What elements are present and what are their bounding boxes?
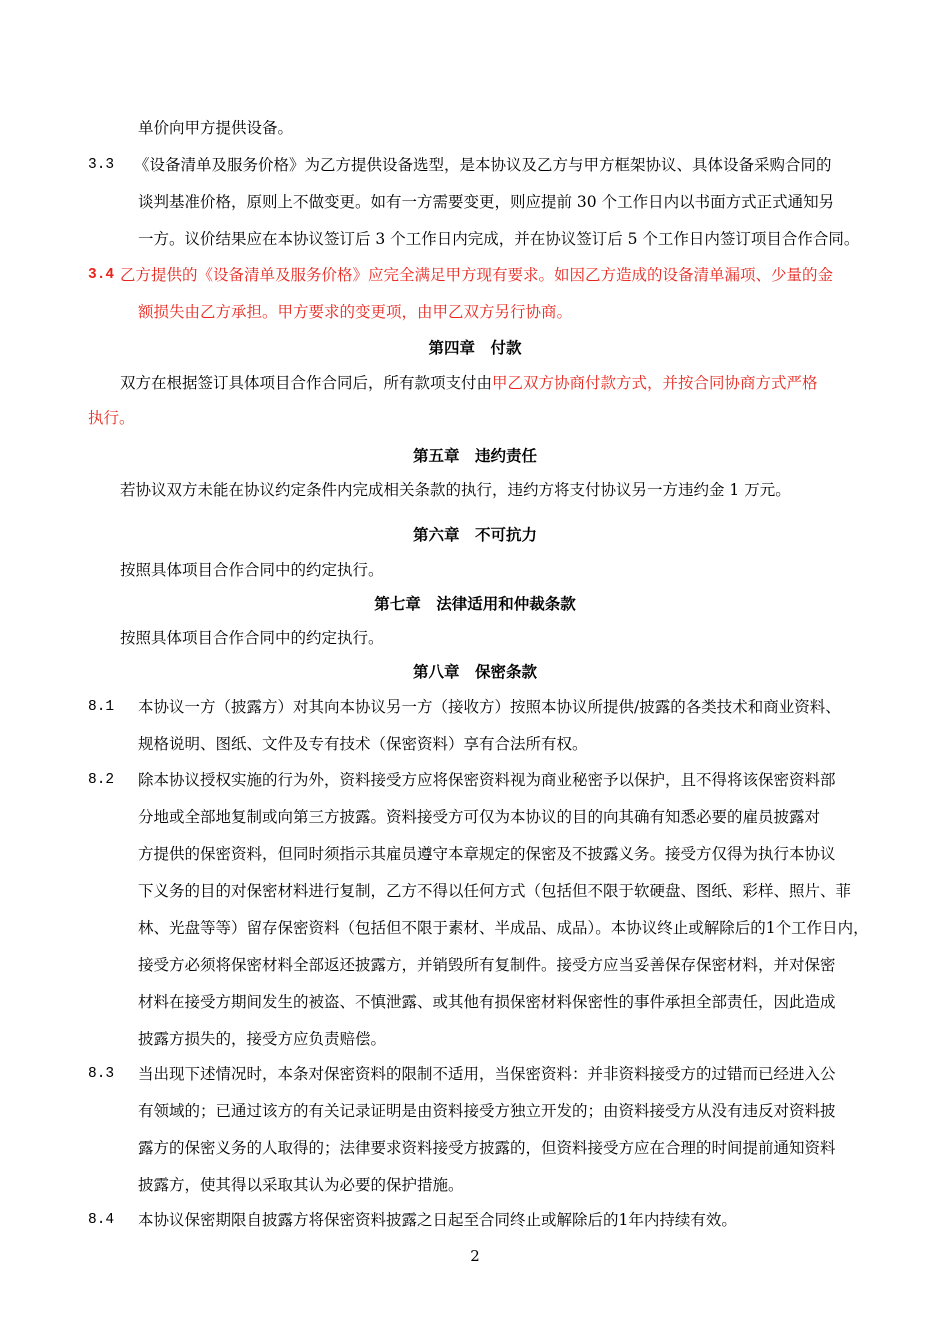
body-text: 除本协议授权实施的行为外，资料接受方应将保密资料视为商业秘密予以保护，且不得将该保密资料部 bbox=[138, 771, 836, 789]
body-text: 露方的保密义务的人取得的；法律要求资料接受方披露的，但资料接受方应在合理的时间提前通知资料 bbox=[138, 1139, 836, 1157]
chapter-heading: 第七章 法律适用和仲裁条款 bbox=[374, 595, 576, 613]
page-number: 2 bbox=[470, 1247, 480, 1265]
body-text: 谈判基准价格，原则上不做变更。如有一方需要变更，则应提前 30 个工作日内以书面方式正式通知另 bbox=[138, 193, 835, 211]
body-text: 规格说明、图纸、文件及专有技术（保密资料）享有合法所有权。 bbox=[138, 735, 588, 753]
body-text: 分地或全部地复制或向第三方披露。资料接受方可仅为本协议的目的向其确有知悉必要的雇员披露对 bbox=[138, 808, 821, 826]
body-text: 下义务的目的对保密材料进行复制，乙方不得以任何方式（包括但不限于软硬盘、图纸、彩样、照片、菲 bbox=[138, 882, 852, 900]
body-text: 当出现下述情况时，本条对保密资料的限制不适用，当保密资料：并非资料接受方的过错而已经进入公 bbox=[138, 1065, 836, 1083]
clause-number: 8.4 bbox=[88, 1212, 115, 1228]
clause-number: 3.4 bbox=[88, 267, 115, 283]
body-text: 披露方损失的，接受方应负责赔偿。 bbox=[138, 1030, 387, 1048]
body-text: 披露方，使其得以采取其认为必要的保护措施。 bbox=[138, 1176, 464, 1194]
body-text: 接受方必须将保密材料全部返还披露方，并销毁所有复制件。接受方应当妥善保存保密材料，并对保密 bbox=[138, 956, 836, 974]
body-text-plain: 双方在根据签订具体项目合作合同后，所有款项支付由 bbox=[120, 374, 493, 392]
body-text: 乙方提供的《设备清单及服务价格》应完全满足甲方现有要求。如因乙方造成的设备清单漏项、少量的金 bbox=[120, 266, 834, 284]
body-text: 有领域的；已通过该方的有关记录证明是由资料接受方独立开发的；由资料接受方从没有违反对资料披 bbox=[138, 1102, 836, 1120]
body-text: 材料在接受方期间发生的被盗、不慎泄露、或其他有损保密材料保密性的事件承担全部责任，因此造成 bbox=[138, 993, 836, 1011]
body-text: 《设备清单及服务价格》为乙方提供设备选型，是本协议及乙方与甲方框架协议、具体设备采购合同的 bbox=[134, 156, 832, 174]
clause-number: 3.3 bbox=[88, 157, 115, 173]
chapter-heading: 第八章 保密条款 bbox=[412, 663, 537, 681]
chapter-heading: 第六章 不可抗力 bbox=[412, 526, 537, 544]
body-text-highlight: 甲乙双方协商付款方式，并按合同协商方式严格 bbox=[492, 374, 818, 392]
body-text: 本协议一方（披露方）对其向本协议另一方（接收方）按照本协议所提供/披露的各类技术和商业资料、 bbox=[138, 698, 841, 716]
body-text: 单价向甲方提供设备。 bbox=[138, 119, 294, 137]
body-text: 执行。 bbox=[88, 409, 135, 427]
clause-number: 8.1 bbox=[88, 699, 115, 715]
body-text: 一方。议价结果应在本协议签订后 3 个工作日内完成，并在协议签订后 5 个工作日内签订项目合作合同。 bbox=[138, 230, 860, 248]
body-text: 林、光盘等等）留存保密资料（包括但不限于素材、半成品、成品）。本协议终止或解除后的1个工作日内， bbox=[138, 919, 869, 937]
body-text: 若协议双方未能在协议约定条件内完成相关条款的执行，违约方将支付协议另一方违约金 1 万元。 bbox=[120, 481, 791, 499]
body-text: 本协议保密期限自披露方将保密资料披露之日起至合同终止或解除后的1年内持续有效。 bbox=[138, 1211, 737, 1229]
body-text: 按照具体项目合作合同中的约定执行。 bbox=[120, 561, 384, 579]
clause-number: 8.2 bbox=[88, 772, 115, 788]
body-text: 方提供的保密资料，但同时须指示其雇员遵守本章规定的保密及不披露义务。接受方仅得为执行本协议 bbox=[138, 845, 836, 863]
chapter-heading: 第五章 违约责任 bbox=[412, 447, 537, 465]
body-text: 按照具体项目合作合同中的约定执行。 bbox=[120, 629, 384, 647]
body-text: 额损失由乙方承担。甲方要求的变更项，由甲乙双方另行协商。 bbox=[138, 303, 573, 321]
body-text bbox=[120, 373, 818, 393]
chapter-heading: 第四章 付款 bbox=[428, 339, 522, 357]
clause-number: 8.3 bbox=[88, 1066, 115, 1082]
